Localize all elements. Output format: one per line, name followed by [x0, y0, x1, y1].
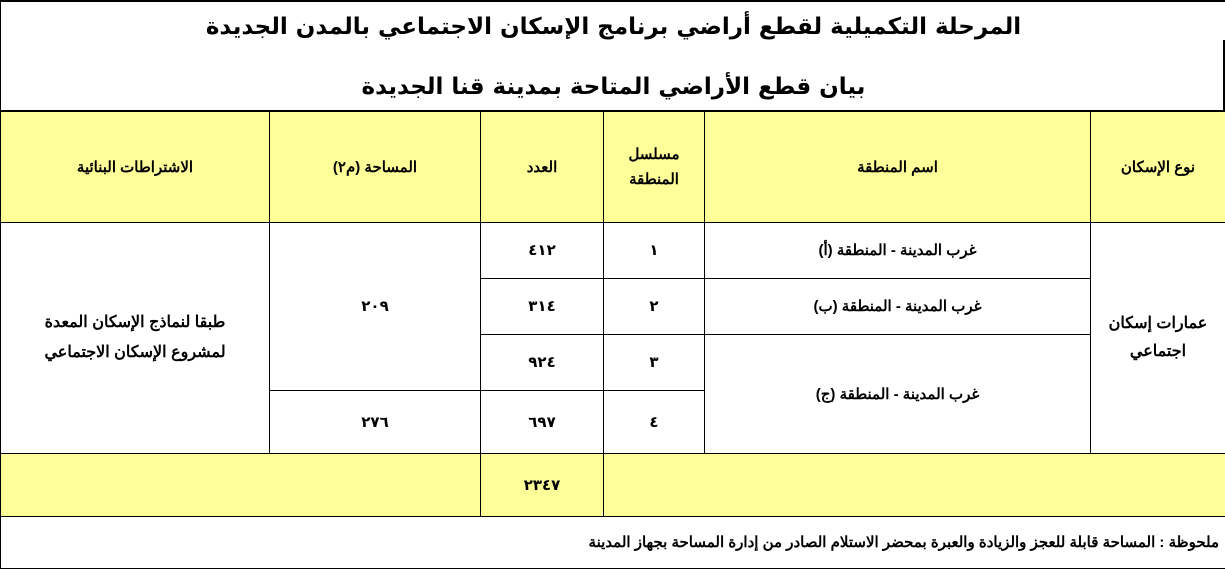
header-zone-name: اسم المنطقة	[705, 111, 1091, 222]
table-header-row	[1, 111, 1225, 222]
building-conditions-cell	[1, 222, 270, 453]
note-text: ملحوظة : المساحة قابلة للعجز والزيادة والعبرة بمحضر الاستلام الصادر من إدارة المساحة بجهاز المدينة	[1, 516, 1225, 568]
housing-type-value: عمارات إسكان اجتماعي	[1108, 314, 1208, 360]
total-row-spacer-right	[604, 453, 1225, 516]
serial-4: ٤	[604, 390, 705, 453]
header-zone-serial-label: مسلسل المنطقة	[628, 145, 680, 188]
plots-table	[0, 110, 1225, 569]
housing-type-cell	[1091, 222, 1225, 453]
header-area: المساحة (م٢)	[270, 111, 481, 222]
area-2: ٢٧٦	[270, 390, 481, 453]
note-row	[1, 516, 1225, 568]
serial-3: ٣	[604, 334, 705, 390]
title-box	[0, 0, 1225, 110]
serial-2: ٢	[604, 278, 705, 334]
table-row	[1, 222, 1225, 278]
header-count: العدد	[481, 111, 604, 222]
header-housing-type: نوع الإسكان	[1091, 111, 1225, 222]
header-building-conditions: الاشتراطات البنائية	[1, 111, 270, 222]
count-3: ٩٢٤	[481, 334, 604, 390]
total-row	[1, 453, 1225, 516]
count-2: ٣١٤	[481, 278, 604, 334]
count-1: ٤١٢	[481, 222, 604, 278]
main-title: المرحلة التكميلية لقطع أراضي برنامج الإسكان الاجتماعي بالمدن الجديدة	[205, 14, 1022, 40]
building-conditions-value: طبقا لنماذج الإسكان المعدة لمشروع الإسكان الاجتماعي	[44, 313, 226, 361]
sub-title: بيان قطع الأراضي المتاحة بمدينة قنا الجديدة	[361, 74, 866, 100]
zone-name-a: غرب المدينة - المنطقة (أ)	[705, 222, 1091, 278]
zone-name-c: غرب المدينة - المنطقة (ج)	[705, 334, 1091, 453]
serial-1: ١	[604, 222, 705, 278]
total-count: ٢٣٤٧	[481, 453, 604, 516]
total-row-spacer-left	[1, 453, 481, 516]
zone-name-b: غرب المدينة - المنطقة (ب)	[705, 278, 1091, 334]
area-1: ٢٠٩	[270, 222, 481, 390]
header-zone-serial	[604, 111, 705, 222]
count-4: ٦٩٧	[481, 390, 604, 453]
